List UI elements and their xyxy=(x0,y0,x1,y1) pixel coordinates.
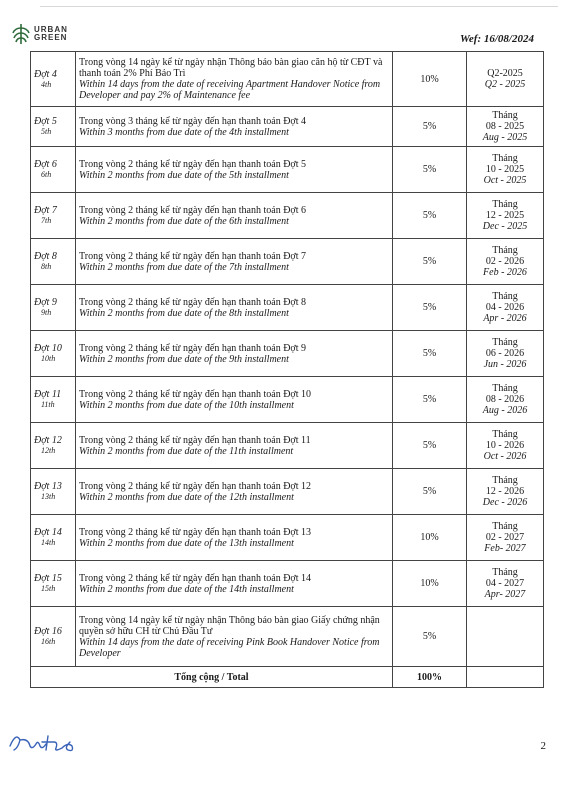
stage-cell xyxy=(31,607,76,667)
percentage-cell: 5% xyxy=(393,423,467,469)
percentage-cell: 10% xyxy=(393,515,467,561)
description-vi: Trong vòng 2 tháng kể từ ngày đến hạn thanh toán Đợt 8 xyxy=(79,296,306,308)
stage-label: Đợt 14 xyxy=(34,527,62,538)
description-cell xyxy=(76,285,393,331)
stage-label: Đợt 13 xyxy=(34,481,62,492)
due-date-line-2: 08 - 2025 xyxy=(485,121,525,132)
due-date-line-3: Feb- 2027 xyxy=(484,543,526,554)
stage-label: Đợt 16 xyxy=(34,626,62,637)
description-en: Within 14 days from the date of receiving Pink Book Handover Notice from Developer xyxy=(79,636,380,659)
percentage-cell: 5% xyxy=(393,285,467,331)
stage-ordinal: 10th xyxy=(41,354,56,363)
due-date-line-2: 12 - 2026 xyxy=(485,486,525,497)
stage-cell xyxy=(31,107,76,147)
due-date-cell xyxy=(467,147,544,193)
logo-wordmark xyxy=(34,26,68,42)
due-date-cell xyxy=(467,469,544,515)
due-date-line-1: Tháng xyxy=(492,383,518,394)
due-date-line-3: Feb - 2026 xyxy=(483,267,527,278)
description-vi: Trong vòng 2 tháng kể từ ngày đến hạn thanh toán Đợt 11 xyxy=(79,434,311,446)
description-en: Within 2 months from due date of the 5th installment xyxy=(79,169,289,181)
stage-cell xyxy=(31,515,76,561)
percentage-cell: 5% xyxy=(393,469,467,515)
stage-ordinal: 6th xyxy=(41,170,52,179)
due-date-line-3: Dec - 2025 xyxy=(482,221,528,232)
description-vi: Trong vòng 2 tháng kể từ ngày đến hạn thanh toán Đợt 12 xyxy=(79,480,311,492)
stage-ordinal: 15th xyxy=(41,584,56,593)
table-row xyxy=(31,239,544,285)
description-vi: Trong vòng 2 tháng kể từ ngày đến hạn thanh toán Đợt 6 xyxy=(79,204,306,216)
due-date-cell xyxy=(467,331,544,377)
logo-line-1: URBAN xyxy=(34,25,68,34)
description-en: Within 2 months from due date of the 13th installment xyxy=(79,537,294,549)
table-row xyxy=(31,107,544,147)
due-date-line-1: Q2-2025 xyxy=(487,68,523,79)
stage-cell xyxy=(31,331,76,377)
due-date-line-3: Apr - 2026 xyxy=(483,313,527,324)
stage-label: Đợt 9 xyxy=(34,297,57,308)
stage-cell xyxy=(31,193,76,239)
description-en: Within 3 months from due date of the 4th installment xyxy=(79,126,289,138)
due-date-cell xyxy=(467,377,544,423)
stage-ordinal: 13th xyxy=(41,492,56,501)
total-percentage: 100% xyxy=(393,667,467,688)
stage-ordinal: 12th xyxy=(41,446,56,455)
description-cell xyxy=(76,377,393,423)
description-vi: Trong vòng 2 tháng kể từ ngày đến hạn thanh toán Đợt 9 xyxy=(79,342,306,354)
description-vi: Trong vòng 2 tháng kể từ ngày đến hạn thanh toán Đợt 14 xyxy=(79,572,311,584)
percentage-cell: 10% xyxy=(393,52,467,107)
stage-label: Đợt 15 xyxy=(34,573,62,584)
stage-label: Đợt 10 xyxy=(34,343,62,354)
stage-ordinal: 7th xyxy=(41,216,52,225)
stage-cell xyxy=(31,377,76,423)
stage-ordinal: 11th xyxy=(41,400,55,409)
leaf-logo-icon xyxy=(10,22,32,46)
due-date-line-2: 10 - 2026 xyxy=(485,440,525,451)
due-date-line-3: Jun - 2026 xyxy=(483,359,527,370)
stage-ordinal: 9th xyxy=(41,308,52,317)
handwritten-signature-icon xyxy=(6,728,86,758)
due-date-line-1: Tháng xyxy=(492,245,518,256)
percentage-cell: 5% xyxy=(393,147,467,193)
description-vi: Trong vòng 14 ngày kể từ ngày nhận Thông báo bàn giao Giấy chứng nhận quyền sở hữu CH từ Chủ Đầu Tư xyxy=(79,614,380,637)
description-cell xyxy=(76,193,393,239)
description-en: Within 2 months from due date of the 9th installment xyxy=(79,353,289,365)
percentage-cell: 5% xyxy=(393,107,467,147)
due-date-cell xyxy=(467,285,544,331)
total-row xyxy=(31,667,544,688)
due-date-cell xyxy=(467,561,544,607)
due-date-cell xyxy=(467,515,544,561)
due-date-cell xyxy=(467,607,544,667)
due-date-line-2: 06 - 2026 xyxy=(485,348,525,359)
table-row xyxy=(31,561,544,607)
due-date-line-3: Dec - 2026 xyxy=(482,497,528,508)
stage-label: Đợt 8 xyxy=(34,251,57,262)
due-date-line-3: Aug - 2025 xyxy=(482,132,528,143)
due-date-line-3: Aug - 2026 xyxy=(482,405,528,416)
description-cell xyxy=(76,469,393,515)
table-row xyxy=(31,147,544,193)
description-cell xyxy=(76,331,393,377)
urban-green-logo xyxy=(10,22,68,46)
due-date-line-2: 02 - 2027 xyxy=(485,532,525,543)
description-en: Within 2 months from due date of the 10th installment xyxy=(79,399,294,411)
table-row xyxy=(31,377,544,423)
stage-label: Đợt 12 xyxy=(34,435,62,446)
table-row xyxy=(31,469,544,515)
description-cell xyxy=(76,515,393,561)
table-row xyxy=(31,331,544,377)
description-vi: Trong vòng 2 tháng kể từ ngày đến hạn thanh toán Đợt 7 xyxy=(79,250,306,262)
description-en: Within 2 months from due date of the 6th installment xyxy=(79,215,289,227)
payment-schedule-table xyxy=(30,51,544,688)
stage-label: Đợt 5 xyxy=(34,116,57,127)
stage-label: Đợt 4 xyxy=(34,68,57,80)
description-en: Within 2 months from due date of the 7th installment xyxy=(79,261,289,273)
stage-label: Đợt 6 xyxy=(34,159,57,170)
percentage-cell: 5% xyxy=(393,239,467,285)
table-row xyxy=(31,193,544,239)
signature xyxy=(6,728,86,763)
due-date-line-3: Oct - 2025 xyxy=(483,175,527,186)
logo-line-2: GREEN xyxy=(34,33,68,42)
description-cell xyxy=(76,52,393,107)
due-date-line-1: Tháng xyxy=(492,291,518,302)
stage-cell xyxy=(31,239,76,285)
description-en: Within 14 days from the date of receiving Apartment Handover Notice from Developer and pay 2% of Maintenance fee xyxy=(79,79,381,101)
table-row xyxy=(31,607,544,667)
percentage-cell: 5% xyxy=(393,331,467,377)
total-label: Tổng cộng / Total xyxy=(31,667,393,688)
stage-cell xyxy=(31,147,76,193)
due-date-cell xyxy=(467,107,544,147)
page-number: 2 xyxy=(540,740,546,752)
due-date-line-1: Tháng xyxy=(492,337,518,348)
description-cell xyxy=(76,107,393,147)
description-vi: Trong vòng 2 tháng kể từ ngày đến hạn thanh toán Đợt 5 xyxy=(79,158,306,170)
due-date-line-1: Tháng xyxy=(492,110,518,121)
percentage-cell: 5% xyxy=(393,377,467,423)
table-row xyxy=(31,423,544,469)
description-en: Within 2 months from due date of the 11th installment xyxy=(79,445,294,457)
payment-rows xyxy=(31,52,544,667)
due-date-line-2: 04 - 2027 xyxy=(485,578,525,589)
description-vi: Trong vòng 2 tháng kể từ ngày đến hạn thanh toán Đợt 13 xyxy=(79,526,311,538)
description-cell xyxy=(76,239,393,285)
stage-label: Đợt 7 xyxy=(34,205,57,216)
stage-ordinal: 4th xyxy=(41,79,52,89)
description-cell xyxy=(76,423,393,469)
description-vi: Trong vòng 14 ngày kể từ ngày nhận Thông báo bàn giao căn hộ từ CĐT và thanh toán 2% Phí Bảo Trì xyxy=(79,57,383,79)
stage-cell xyxy=(31,52,76,107)
due-date-line-3: Q2 - 2025 xyxy=(484,79,526,90)
stage-label: Đợt 11 xyxy=(34,389,62,400)
stage-ordinal: 5th xyxy=(41,127,52,136)
percentage-cell: 5% xyxy=(393,193,467,239)
due-date-line-2: 08 - 2026 xyxy=(485,394,525,405)
due-date-line-1: Tháng xyxy=(492,153,518,164)
description-cell xyxy=(76,147,393,193)
due-date-cell xyxy=(467,239,544,285)
description-cell xyxy=(76,607,393,667)
stage-cell xyxy=(31,469,76,515)
due-date-cell xyxy=(467,193,544,239)
description-vi: Trong vòng 2 tháng kể từ ngày đến hạn thanh toán Đợt 10 xyxy=(79,388,311,400)
due-date-line-2: 02 - 2026 xyxy=(485,256,525,267)
due-date-line-2: 10 - 2025 xyxy=(485,164,525,175)
due-date-cell xyxy=(467,52,544,107)
table-row xyxy=(31,52,544,107)
due-date-line-1: Tháng xyxy=(492,475,518,486)
stage-ordinal: 14th xyxy=(41,538,56,547)
due-date-line-2: 04 - 2026 xyxy=(485,302,525,313)
stage-ordinal: 8th xyxy=(41,262,52,271)
description-cell xyxy=(76,561,393,607)
due-date-line-1: Tháng xyxy=(492,199,518,210)
effective-date: Wef: 16/08/2024 xyxy=(459,33,534,45)
percentage-cell: 10% xyxy=(393,561,467,607)
due-date-line-1: Tháng xyxy=(492,429,518,440)
stage-cell xyxy=(31,561,76,607)
description-en: Within 2 months from due date of the 12th installment xyxy=(79,491,294,503)
due-date-line-2: 12 - 2025 xyxy=(485,210,525,221)
percentage-cell: 5% xyxy=(393,607,467,667)
total-date-cell xyxy=(467,667,544,688)
table-row xyxy=(31,285,544,331)
description-vi: Trong vòng 3 tháng kể từ ngày đến hạn thanh toán Đợt 4 xyxy=(79,115,306,127)
due-date-line-3: Apr- 2027 xyxy=(484,589,526,600)
stage-cell xyxy=(31,285,76,331)
due-date-line-3: Oct - 2026 xyxy=(483,451,527,462)
table-row xyxy=(31,515,544,561)
stage-cell xyxy=(31,423,76,469)
description-en: Within 2 months from due date of the 14th installment xyxy=(79,583,294,595)
due-date-line-1: Tháng xyxy=(492,567,518,578)
description-en: Within 2 months from due date of the 8th installment xyxy=(79,307,289,319)
due-date-line-1: Tháng xyxy=(492,521,518,532)
stage-ordinal: 16th xyxy=(41,637,56,646)
due-date-cell xyxy=(467,423,544,469)
top-rule xyxy=(40,6,558,7)
